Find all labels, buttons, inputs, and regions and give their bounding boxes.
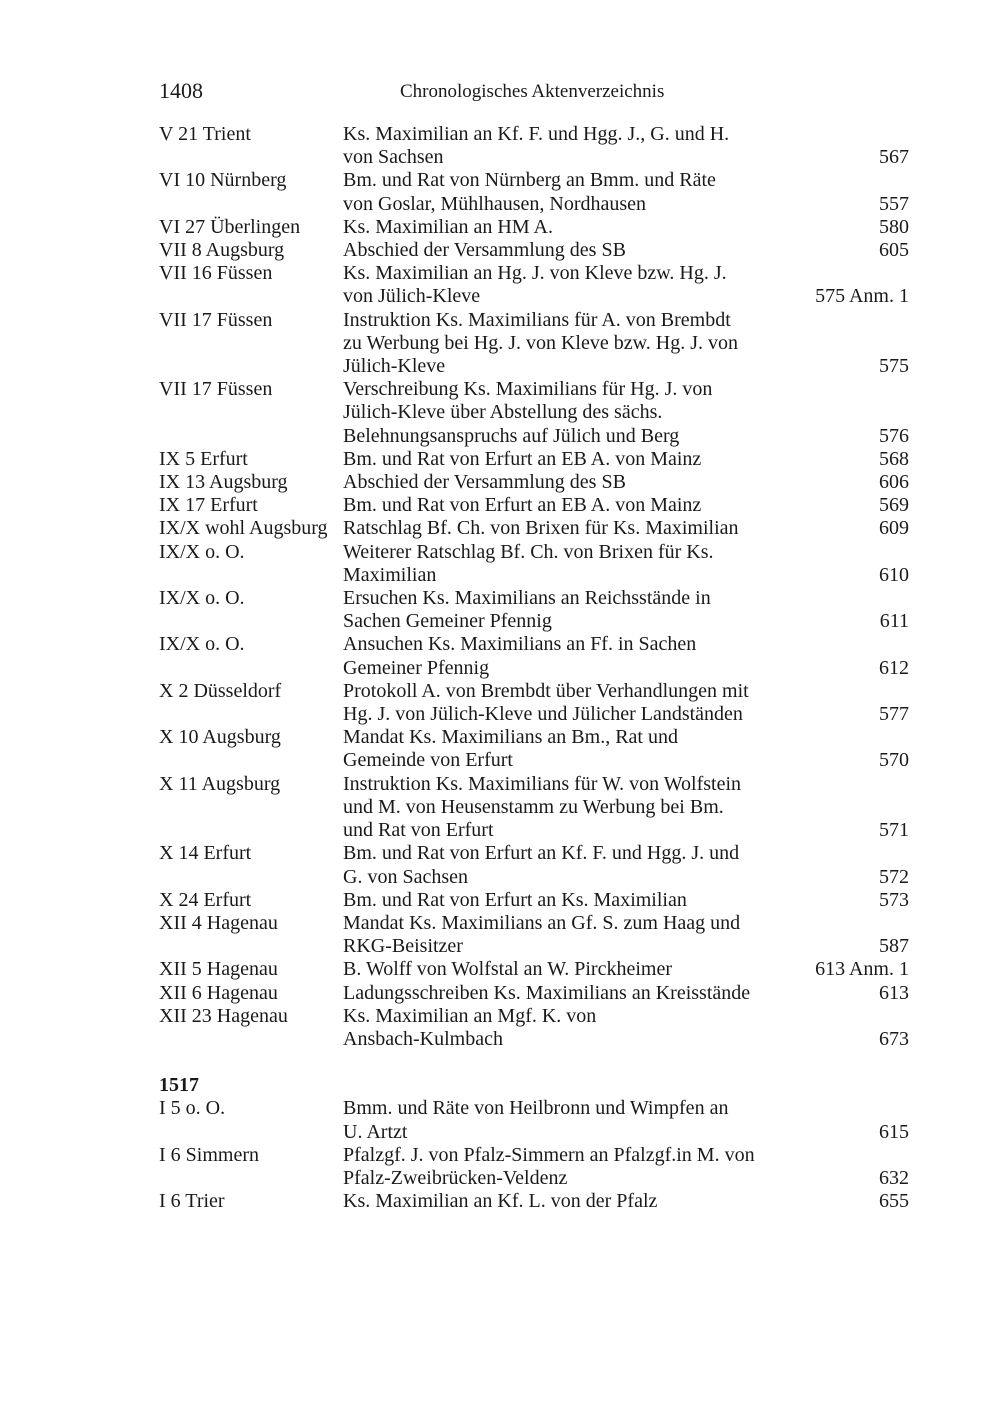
entry-description	[343, 1097, 793, 1143]
entry-date-place: VII 16 Füssen	[159, 262, 273, 285]
entry-date-place: IX/X o. O.	[159, 633, 245, 656]
index-entry	[159, 448, 909, 471]
entry-date-place: IX/X o. O.	[159, 587, 245, 610]
entry-description-line: Bm. und Rat von Erfurt an EB A. von Mainz	[343, 494, 702, 517]
index-entry	[159, 541, 909, 587]
entry-date-place: IX/X o. O.	[159, 540, 245, 563]
entry-description-line: zu Werbung bei Hg. J. von Kleve bzw. Hg. J. von	[343, 331, 738, 354]
entry-date-place: VI 10 Nürnberg	[159, 169, 287, 192]
entry-description-line: Sachen Gemeiner Pfennig	[343, 610, 552, 633]
entry-description	[343, 471, 793, 494]
entry-document-number: 567	[879, 146, 909, 169]
index-entry	[159, 517, 909, 540]
entry-description-line: Instruktion Ks. Maximilians für A. von Brembdt	[343, 308, 731, 331]
entry-description-line: Ansbach-Kulmbach	[343, 1027, 503, 1050]
entry-date-place: XII 23 Hagenau	[159, 1004, 288, 1027]
entry-description-line: Bm. und Rat von Erfurt an Ks. Maximilian	[343, 888, 687, 911]
entry-description-line: Mandat Ks. Maximilians an Bm., Rat und	[343, 726, 678, 749]
entry-description	[343, 309, 793, 379]
entry-description-line: Mandat Ks. Maximilians an Gf. S. zum Haag und	[343, 911, 741, 934]
entry-description	[343, 1144, 793, 1190]
entry-description-line: Weiterer Ratschlag Bf. Ch. von Brixen für Ks.	[343, 540, 714, 563]
entry-document-number: 570	[879, 749, 909, 772]
entry-description-line: Gemeiner Pfennig	[343, 656, 490, 679]
entry-description-line: Abschied der Versammlung des SB	[343, 239, 626, 262]
year-heading: 1517	[159, 1074, 199, 1097]
entry-description-line: Ks. Maximilian an Hg. J. von Kleve bzw. Hg. J.	[343, 262, 727, 285]
entry-date-place: X 10 Augsburg	[159, 726, 281, 749]
entry-date-place: V 21 Trient	[159, 123, 251, 145]
entry-description	[343, 773, 793, 843]
entry-description-line: Pfalz-Zweibrücken-Veldenz	[343, 1166, 568, 1189]
entry-document-number: 576	[879, 424, 909, 447]
entry-description-line: Ladungsschreiben Ks. Maximilians an Kreisstände	[343, 981, 751, 1004]
index-entry	[159, 982, 909, 1005]
entry-description-line: Hg. J. von Jülich-Kleve und Jülicher Landständen	[343, 703, 743, 726]
index-entry	[159, 216, 909, 239]
entry-description	[343, 912, 793, 958]
entry-description	[343, 262, 793, 308]
entry-document-number: 605	[879, 239, 909, 262]
entry-date-place: VII 8 Augsburg	[159, 239, 285, 262]
entry-description	[343, 726, 793, 772]
entry-description	[343, 541, 793, 587]
entry-description-line: Jülich-Kleve	[343, 355, 446, 378]
entry-description	[343, 239, 793, 262]
entry-description-line: Pfalzgf. J. von Pfalz-Simmern an Pfalzgf.in M. von	[343, 1143, 755, 1166]
chronological-index	[159, 123, 909, 1213]
entry-document-number: 673	[879, 1027, 909, 1050]
entry-description-line: Bm. und Rat von Erfurt an EB A. von Mainz	[343, 447, 702, 470]
index-entry	[159, 1005, 909, 1051]
index-entry	[159, 912, 909, 958]
entry-description-line: Ks. Maximilian an HM A.	[343, 215, 553, 238]
index-entry	[159, 169, 909, 215]
entry-date-place: IX 13 Augsburg	[159, 471, 288, 494]
entry-description-line: Verschreibung Ks. Maximilians für Hg. J. von	[343, 378, 713, 401]
entry-date-place: I 5 o. O.	[159, 1097, 226, 1120]
index-entry	[159, 633, 909, 679]
entry-document-number: 606	[879, 471, 909, 494]
entry-description	[343, 517, 793, 540]
entry-document-number: 613 Anm. 1	[815, 958, 909, 981]
entry-description-line: Ersuchen Ks. Maximilians an Reichsstände in	[343, 587, 711, 610]
entry-description	[343, 889, 793, 912]
index-entry	[159, 773, 909, 843]
entry-description-line: Bmm. und Räte von Heilbronn und Wimpfen an	[343, 1097, 729, 1120]
entry-document-number: 580	[879, 215, 909, 238]
entry-document-number: 615	[879, 1120, 909, 1143]
entry-date-place: VII 17 Füssen	[159, 378, 273, 401]
entry-date-place: I 6 Simmern	[159, 1143, 259, 1166]
entry-description-line: Ks. Maximilian an Kf. L. von der Pfalz	[343, 1190, 658, 1213]
index-entry	[159, 726, 909, 772]
entry-document-number: 613	[879, 981, 909, 1004]
entry-date-place: VI 27 Überlingen	[159, 215, 301, 238]
page-header	[159, 78, 909, 108]
index-entry	[159, 680, 909, 726]
entry-document-number: 655	[879, 1190, 909, 1213]
entry-description-line: U. Artzt	[343, 1120, 408, 1143]
entry-description-line: G. von Sachsen	[343, 865, 468, 888]
index-entry	[159, 1097, 909, 1143]
entry-document-number: 571	[879, 819, 909, 842]
index-entry	[159, 1144, 909, 1190]
entry-document-number: 568	[879, 447, 909, 470]
index-entry	[159, 123, 909, 169]
entry-description-line: Ansuchen Ks. Maximilians an Ff. in Sachen	[343, 633, 697, 656]
entry-description-line: Bm. und Rat von Nürnberg an Bmm. und Räte	[343, 169, 716, 192]
entry-description-line: Ratschlag Bf. Ch. von Brixen für Ks. Maximilian	[343, 517, 739, 540]
entry-description	[343, 958, 793, 981]
entry-document-number: 573	[879, 888, 909, 911]
index-entry	[159, 471, 909, 494]
index-entry	[159, 842, 909, 888]
entry-document-number: 557	[879, 192, 909, 215]
entry-description-line: Jülich-Kleve über Abstellung des sächs.	[343, 401, 663, 424]
entry-description-line: Instruktion Ks. Maximilians für W. von Wolfstein	[343, 772, 742, 795]
entry-description	[343, 1190, 793, 1213]
index-entry	[159, 239, 909, 262]
entry-document-number: 609	[879, 517, 909, 540]
entry-description-line: Ks. Maximilian an Kf. F. und Hgg. J., G. und H.	[343, 123, 730, 145]
entry-description-line: RKG-Beisitzer	[343, 935, 463, 958]
index-entry	[159, 378, 909, 448]
entry-description	[343, 842, 793, 888]
entry-date-place: IX 17 Erfurt	[159, 494, 258, 517]
entry-description-line: von Goslar, Mühlhausen, Nordhausen	[343, 192, 647, 215]
entry-description-line: und M. von Heusenstamm zu Werbung bei Bm.	[343, 795, 724, 818]
entry-description-line: Protokoll A. von Brembdt über Verhandlungen mit	[343, 679, 749, 702]
index-entry	[159, 309, 909, 379]
entry-date-place: X 24 Erfurt	[159, 888, 252, 911]
entry-date-place: X 11 Augsburg	[159, 772, 281, 795]
entry-description-line: Belehnungsanspruchs auf Jülich und Berg	[343, 424, 680, 447]
index-entry	[159, 494, 909, 517]
entry-date-place: IX/X wohl Augsburg	[159, 517, 328, 540]
entry-date-place: XII 4 Hagenau	[159, 911, 278, 934]
entry-description-line: von Sachsen	[343, 146, 444, 169]
index-entry	[159, 958, 909, 981]
entry-document-number: 632	[879, 1166, 909, 1189]
entry-description	[343, 494, 793, 517]
entry-document-number: 612	[879, 656, 909, 679]
entry-description-line: und Rat von Erfurt	[343, 819, 494, 842]
entry-description	[343, 680, 793, 726]
index-entry	[159, 1190, 909, 1213]
running-title: Chronologisches Aktenverzeichnis	[400, 81, 665, 102]
entry-description	[343, 123, 793, 169]
entry-description	[343, 633, 793, 679]
index-entry	[159, 262, 909, 308]
entry-description-line: Ks. Maximilian an Mgf. K. von	[343, 1004, 597, 1027]
entry-date-place: X 2 Düsseldorf	[159, 679, 282, 702]
page-number: 1408	[159, 78, 203, 103]
entry-document-number: 575	[879, 355, 909, 378]
entry-date-place: VII 17 Füssen	[159, 308, 273, 331]
entry-description	[343, 378, 793, 448]
entry-document-number: 577	[879, 703, 909, 726]
entry-description	[343, 448, 793, 471]
entry-description	[343, 982, 793, 1005]
entry-document-number: 575 Anm. 1	[815, 285, 909, 308]
index-entry	[159, 587, 909, 633]
entry-document-number: 587	[879, 935, 909, 958]
entry-description-line: von Jülich-Kleve	[343, 285, 481, 308]
entry-description-line: Bm. und Rat von Erfurt an Kf. F. und Hgg. J. und	[343, 842, 740, 865]
entry-document-number: 611	[879, 610, 909, 633]
entry-document-number: 610	[879, 563, 909, 586]
entry-document-number: 569	[879, 494, 909, 517]
entry-date-place: IX 5 Erfurt	[159, 447, 248, 470]
entry-description-line: Gemeinde von Erfurt	[343, 749, 513, 772]
index-entry	[159, 889, 909, 912]
entry-description-line: Maximilian	[343, 563, 437, 586]
entry-date-place: XII 6 Hagenau	[159, 981, 278, 1004]
entry-description	[343, 587, 793, 633]
entry-document-number: 572	[879, 865, 909, 888]
entry-description	[343, 169, 793, 215]
entry-description	[343, 216, 793, 239]
entry-description-line: Abschied der Versammlung des SB	[343, 471, 626, 494]
entry-description	[343, 1005, 793, 1051]
entry-description-line: B. Wolff von Wolfstal an W. Pirckheimer	[343, 958, 672, 981]
entry-date-place: I 6 Trier	[159, 1190, 225, 1213]
entry-date-place: XII 5 Hagenau	[159, 958, 278, 981]
entry-date-place: X 14 Erfurt	[159, 842, 252, 865]
